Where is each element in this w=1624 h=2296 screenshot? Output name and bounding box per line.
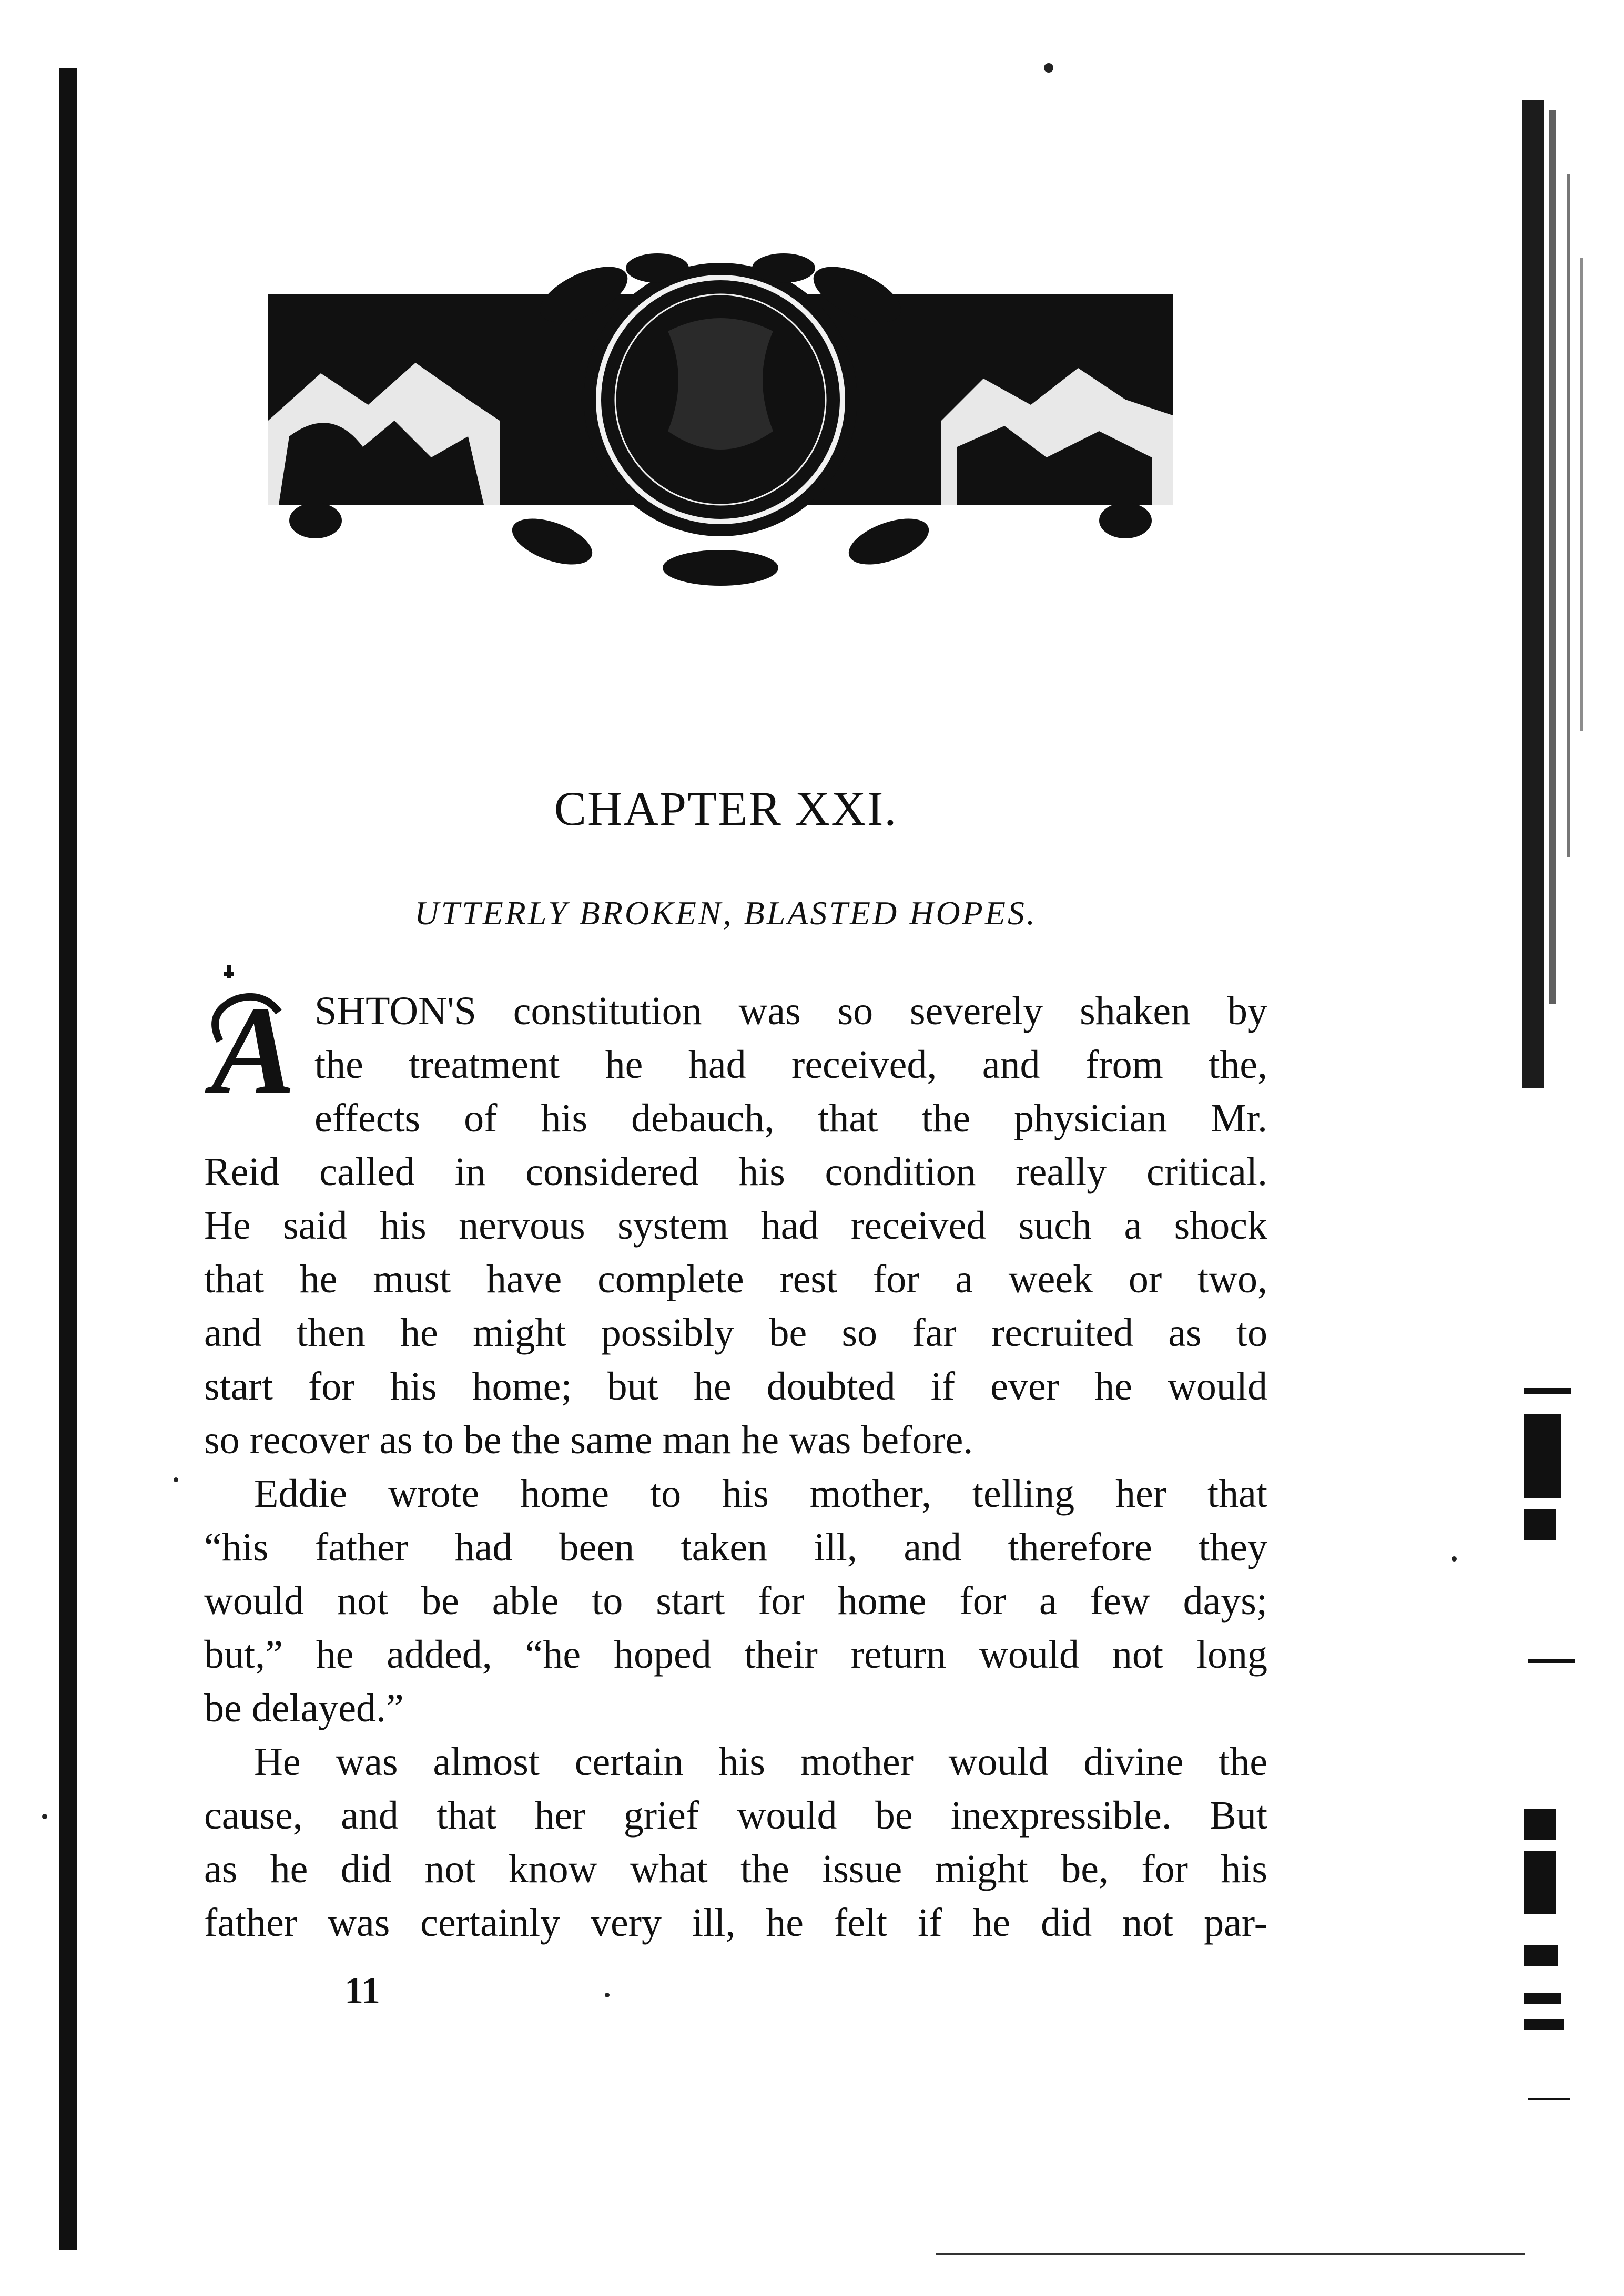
ink-speck [174,1477,178,1482]
text-line: as he did not know what the issue might be, for his [204,1847,1267,1891]
text-line: Eddie wrote home to his mother, telling her that [254,1472,1267,1516]
text-line: be delayed.” [204,1686,404,1730]
bottom-scan-rule [936,2253,1525,2255]
text-line: Reid called in considered his condition really critical. [204,1150,1267,1194]
ink-speck [42,1814,47,1819]
text-line: start for his home; but he doubted if ever he would [204,1364,1267,1409]
text-line: the treatment he had received, and from the, [314,1043,1267,1087]
text-line: that he must have complete rest for a week or two, [204,1257,1267,1301]
chapter-body-text [204,984,1267,1950]
text-line: father was certainly very ill, he felt if he did not par- [204,1901,1267,1945]
left-margin-rule [59,68,77,2250]
text-line: and then he might possibly be so far recruited as to [204,1311,1267,1355]
right-margin-scan-strip [1517,100,1596,1099]
svg-text:A: A [211,980,296,1104]
text-line: but,” he added, “he hoped their return would not long [204,1632,1267,1677]
chapter-title: CHAPTER XXI. [554,782,898,835]
text-line: He was almost certain his mother would divine the [254,1740,1267,1784]
text-line: would not be able to start for home for a few days; [204,1579,1267,1623]
ink-speck [1452,1556,1457,1562]
signature-mark: 11 [344,1970,381,2012]
ink-speck [1044,63,1053,73]
chapter-headpiece-ornament [258,247,1183,594]
chapter-subtitle: UTTERLY BROKEN, BLASTED HOPES. [414,894,1037,932]
text-line: effects of his debauch, that the physician Mr. [314,1096,1267,1140]
text-line: He said his nervous system had received such a shock [204,1203,1267,1248]
text-line: “his father had been taken ill, and therefore they [204,1525,1267,1569]
text-line: cause, and that her grief would be inexpressible. But [204,1793,1267,1838]
text-line: SHTON'S constitution was so severely shaken by [314,989,1267,1033]
ink-speck [605,1993,610,1997]
text-line: so recover as to be the same man he was before. [204,1418,973,1462]
